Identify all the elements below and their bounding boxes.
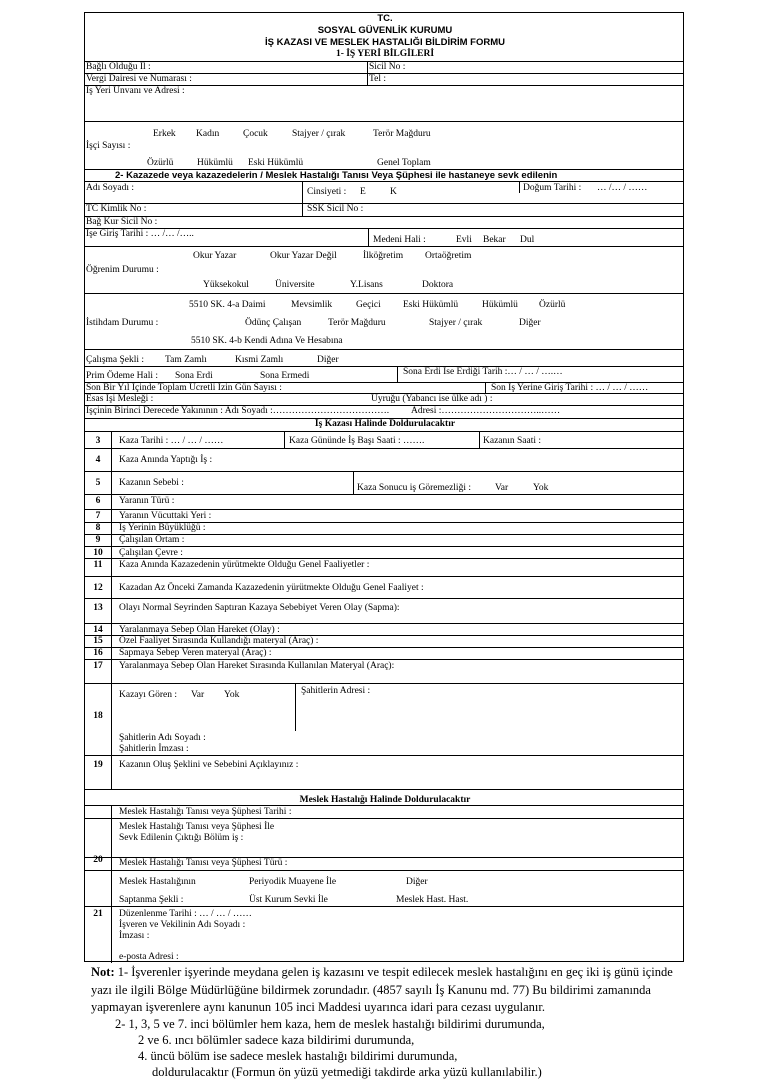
note-line-2: yazı ile ilgili Bölge Müdürlüğüne bildirmek zorundadır. (4857 sayılı İş Kanunu md. 77) Bu bildirimi zamanında — [91, 983, 651, 997]
ise-giris-label: İşe Giriş Tarihi : … /… /….. — [86, 229, 194, 239]
note-text-1: 1- İşverenler işyerinde meydana gelen iş kazasını ve tespit edilecek meslek hastalığını en geç iki iş günü içinde — [114, 965, 673, 979]
row-number: 15 — [93, 636, 103, 646]
ozurlu-option[interactable]: Özürlü — [147, 158, 174, 168]
yara-yeri-label: Yaranın Vücuttaki Yeri : — [119, 511, 212, 521]
form-header-institution: SOSYAL GÜVENLİK KURUMU — [317, 25, 453, 36]
ozel-faaliyet-label: Özel Faaliyet Sırasında Kullandığı materyal (Araç) : — [119, 636, 319, 646]
note-heading: Not: — [91, 965, 115, 979]
mh-sevk-label-2: Sevk Edilenin Çıktığı Bölüm iş : — [119, 833, 244, 843]
yakin-adres-label: Adresi :…………………………..…… — [411, 406, 561, 416]
sicil-label: Sicil No : — [369, 62, 406, 72]
istihdam-hukumlu[interactable]: Hükümlü — [482, 300, 518, 310]
kazayi-goren-yok[interactable]: Yok — [224, 690, 240, 700]
row-number: 13 — [93, 603, 103, 613]
hareket-label: Yaralanmaya Sebep Olan Hareket (Olay) : — [119, 625, 280, 635]
row-number: 12 — [93, 583, 103, 593]
mh-periyodik-option[interactable]: Periyodik Muayene İle — [249, 877, 337, 887]
row-number: 18 — [93, 711, 103, 721]
stajyer-option[interactable]: Stajyer / çırak — [292, 129, 346, 139]
tc-label: TC Kimlik No : — [86, 204, 147, 214]
ogrenim-okur-yazar[interactable]: Okur Yazar — [193, 251, 237, 261]
istihdam-mevsimlik[interactable]: Mevsimlik — [291, 300, 333, 310]
onceki-faaliyet-label: Kazadan Az Önceki Zamanda Kazazedenin yürütmekte Olduğu Genel Faaliyet : — [119, 583, 424, 593]
medeni-evli[interactable]: Evli — [456, 235, 472, 245]
accident-title: İş Kazası Halinde Doldurulacaktır — [314, 419, 456, 429]
calisma-kismi[interactable]: Kısmi Zamlı — [235, 355, 284, 365]
cocuk-option[interactable]: Çocuk — [243, 129, 268, 139]
kaza-sebebi-label: Kazanın Sebebi : — [119, 478, 184, 488]
vergi-label: Vergi Dairesi ve Numarası : — [86, 74, 192, 84]
row-number: 10 — [93, 548, 103, 558]
row-number: 7 — [95, 511, 101, 521]
calisma-diger[interactable]: Diğer — [317, 355, 339, 365]
teror-option[interactable]: Terör Mağduru — [373, 129, 431, 139]
istihdam-daimi[interactable]: 5510 SK. 4-a Daimi — [189, 300, 266, 310]
ogrenim-yuksekokul[interactable]: Yüksekokul — [203, 280, 249, 290]
is-goremezlik-yok[interactable]: Yok — [533, 483, 549, 493]
hareket-materyal-label: Yaralanmaya Sebep Olan Hareket Sırasında Kullanılan Materyal (Araç): — [119, 661, 395, 671]
medeni-bekar[interactable]: Bekar — [483, 235, 506, 245]
imza-label: İmzası : — [119, 931, 150, 941]
duzenlenme-label: Düzenlenme Tarihi : … / … / …… — [119, 909, 252, 919]
row-number: 20 — [93, 855, 103, 865]
is-goremezlik-var[interactable]: Var — [495, 483, 509, 493]
istihdam-label: İstihdam Durumu : — [86, 318, 159, 328]
ogrenim-ilkogretim[interactable]: İlköğretim — [363, 251, 404, 261]
note-line-7: doldurulacaktır (Formun ön yüzü yetmediği takdirde arka yüzü kullanılabilir.) — [152, 1065, 542, 1079]
note-line-6: 4. üncü bölüm ise sadece meslek hastalığı bildirimi durumunda, — [138, 1049, 458, 1063]
bagli-label: Bağlı Olduğu İl : — [86, 62, 151, 72]
sona-erdi-tarih: Sona Erdi İse Erdiği Tarih :… / … / ….… — [403, 367, 563, 377]
row-number: 16 — [93, 648, 103, 658]
row-number: 21 — [93, 909, 103, 919]
izin-label: Son Bir Yıl İçinde Toplam Ücretli İzin Gün Sayısı : — [86, 383, 282, 393]
note-line-5: 2 ve 6. ıncı bölümler sadece kaza bildirimi durumunda, — [138, 1033, 415, 1047]
sahit-adres-label: Şahitlerin Adresi : — [301, 686, 371, 696]
note-line-4: 2- 1, 3, 5 ve 7. inci bölümler hem kaza, hem de meslek hastalığı bildirimi durumunda, — [115, 1017, 545, 1031]
uyrugu-label: Uyruğu (Yabancı ise ülke adı ) : — [371, 394, 493, 404]
note-line-1 — [91, 964, 673, 980]
kaza-gunu-label: Kaza Gününde İş Başı Saati : ……. — [289, 436, 425, 446]
row-number: 19 — [93, 760, 103, 770]
ogrenim-ylisans[interactable]: Y.Lisans — [350, 280, 383, 290]
medeni-label: Medeni Hali : — [373, 235, 426, 245]
esas-label: Esas İşi Mesleği : — [86, 394, 154, 404]
calisma-tam[interactable]: Tam Zamlı — [165, 355, 207, 365]
istihdam-stajyer[interactable]: Stajyer / çırak — [429, 318, 483, 328]
ssk-label: SSK Sicil No : — [307, 204, 364, 214]
row-number: 11 — [93, 560, 103, 570]
prim-sona-ermedi[interactable]: Sona Ermedi — [260, 371, 310, 381]
kazayi-goren-label: Kazayı Gören : — [119, 690, 178, 700]
calisma-label: Çalışma Şekli : — [86, 355, 145, 365]
cinsiyet-k-option[interactable]: K — [390, 187, 397, 197]
isyeri-buyukluk-label: İş Yerinin Büyüklüğü : — [119, 523, 206, 533]
kadin-option[interactable]: Kadın — [196, 129, 220, 139]
form-title: İŞ KAZASI VE MESLEK HASTALIĞI BİLDİRİM FORMU — [265, 37, 505, 48]
form-header-tc: TC. — [377, 13, 393, 24]
istihdam-odunc[interactable]: Ödünç Çalışan — [245, 318, 302, 328]
sapma-materyal-label: Sapmaya Sebep Veren materyal (Araç) : — [119, 648, 272, 658]
disease-title: Meslek Hastalığı Halinde Doldurulacaktır — [299, 795, 471, 805]
istihdam-ozurlu[interactable]: Özürlü — [539, 300, 566, 310]
isveren-label: İşveren ve Vekilinin Adı Soyadı : — [119, 920, 246, 930]
mh-ust-kurum-option[interactable]: Üst Kurum Sevki İle — [249, 895, 328, 905]
kaza-saati-label: Kazanın Saati : — [483, 436, 542, 446]
istihdam-teror[interactable]: Terör Mağduru — [328, 318, 386, 328]
note-line-3: yapmayan işverenlere aynı kanunun 105 inci Maddesi uyarınca idari para cezası uygulanır. — [91, 1000, 545, 1014]
row-number: 4 — [95, 455, 101, 465]
erkek-option[interactable]: Erkek — [153, 129, 176, 139]
prim-sona-erdi[interactable]: Sona Erdi — [175, 371, 213, 381]
sahit-ad-label: Şahitlerin Adı Soyadı : — [119, 733, 206, 743]
mh-saptanma-label-1: Meslek Hastalığının — [119, 877, 196, 887]
sahit-imza-label: Şahitlerin İmzası : — [119, 744, 189, 754]
istihdam-gecici[interactable]: Geçici — [356, 300, 381, 310]
mh-diger-option[interactable]: Diğer — [406, 877, 428, 887]
olus-sekli-label: Kazanın Oluş Şeklini ve Sebebini Açıklayınız : — [119, 760, 299, 770]
isci-sayisi-label: İşçi Sayısı : — [86, 141, 131, 151]
eposta-label: e-posta Adresi : — [119, 952, 179, 962]
istihdam-4b[interactable]: 5510 SK. 4-b Kendi Adına Ve Hesabına — [191, 336, 343, 346]
eski-hukumlu-option[interactable]: Eski Hükümlü — [248, 158, 304, 168]
mh-tur-label: Meslek Hastalığı Tanısı veya Şüphesi Türü : — [119, 858, 288, 868]
tel-label: Tel : — [369, 74, 387, 84]
son-is-label: Son İş Yerine Giriş Tarihi : … / … / …… — [491, 383, 649, 393]
kaza-ani-is-label: Kaza Anında Yaptığı İş : — [119, 455, 213, 465]
istihdam-eski-hukumlu[interactable]: Eski Hükümlü — [403, 300, 459, 310]
cinsiyet-label: Cinsiyeti : — [307, 187, 347, 197]
mh-meslek-hast-option[interactable]: Meslek Hast. Hast. — [396, 895, 469, 905]
medeni-dul[interactable]: Dul — [520, 235, 535, 245]
ogrenim-ortaogretim[interactable]: Ortaöğretim — [425, 251, 472, 261]
section1-title: 1- İŞ YERİ BİLGİLERİ — [335, 49, 435, 59]
kazayi-goren-var[interactable]: Var — [191, 690, 205, 700]
mh-sevk-label-1: Meslek Hastalığı Tanısı veya Şüphesi İle — [119, 822, 275, 832]
prim-label: Prim Ödeme Hali : — [86, 371, 159, 381]
unvan-label: İş Yeri Unvanı ve Adresi : — [86, 86, 185, 96]
ogrenim-label: Öğrenim Durumu : — [86, 265, 159, 275]
row-number: 5 — [95, 478, 101, 488]
row-number: 8 — [95, 523, 101, 533]
yakin-label: İşçinin Birinci Derecede Yakınının : Adı Soyadı :………………………………. — [86, 406, 390, 416]
ogrenim-okur-yazar-degil[interactable]: Okur Yazar Değil — [270, 251, 337, 261]
row-number: 9 — [95, 535, 101, 545]
row-number: 3 — [95, 436, 101, 446]
yara-turu-label: Yaranın Türü : — [119, 496, 175, 506]
row-number: 17 — [93, 661, 103, 671]
section2-title: 2- Kazazede veya kazazedelerin / Meslek Hastalığı Tanısı Veya Şüphesi ile hastaneye sevk edilenin — [115, 170, 558, 181]
kaza-tarihi-label: Kaza Tarihi : … / … / …… — [119, 436, 224, 446]
cinsiyet-e-option[interactable]: E — [360, 187, 366, 197]
hukumlu-option[interactable]: Hükümlü — [197, 158, 233, 168]
row-number: 14 — [93, 625, 103, 635]
mh-tarih-label: Meslek Hastalığı Tanısı veya Şüphesi Tarihi : — [119, 807, 292, 817]
mh-saptanma-label-2: Saptanma Şekli : — [119, 895, 184, 905]
bagkur-label: Bağ Kur Sicil No : — [86, 217, 158, 227]
calisilan-cevre-label: Çalışılan Çevre : — [119, 548, 183, 558]
row-number: 6 — [95, 496, 101, 506]
genel-toplam-label: Genel Toplam — [377, 158, 431, 168]
sapma-label: Olayı Normal Seyrinden Saptıran Kazaya Sebebiyet Veren Olay (Sapma): — [119, 603, 400, 613]
calisilan-ortam-label: Çalışılan Ortam : — [119, 535, 185, 545]
dogum-label: Doğum Tarihi : — [523, 183, 582, 193]
dogum-value[interactable]: … /… / …… — [597, 183, 648, 193]
ad-soyad-label: Adı Soyadı : — [86, 183, 135, 193]
ogrenim-universite[interactable]: Üniversite — [275, 280, 315, 290]
is-goremezlik-label: Kaza Sonucu iş Göremezliği : — [357, 483, 471, 493]
ogrenim-doktora[interactable]: Doktora — [422, 280, 454, 290]
notification-form — [84, 12, 684, 962]
genel-faaliyet-label: Kaza Anında Kazazedenin yürütmekte Olduğu Genel Faaliyetler : — [119, 560, 370, 570]
istihdam-diger[interactable]: Diğer — [519, 318, 541, 328]
